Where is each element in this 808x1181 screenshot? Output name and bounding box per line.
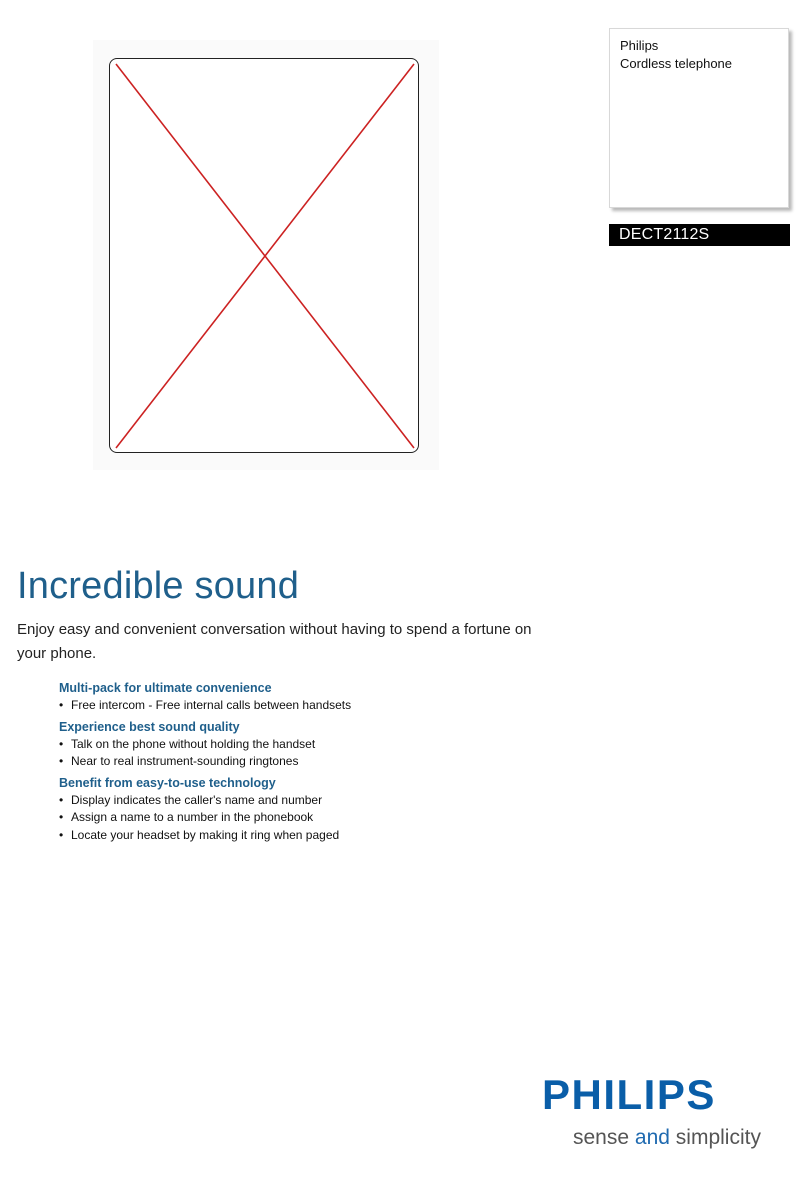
- feature-bullets: [59, 792, 579, 845]
- feature-group: [59, 718, 579, 771]
- intro-text: Enjoy easy and convenient conversation without having to spend a fortune on your phone.: [17, 621, 532, 662]
- feature-group: [59, 679, 579, 715]
- feature-heading: Benefit from easy-to-use technology: [59, 775, 276, 790]
- feature-heading: Multi-pack for ultimate convenience: [59, 681, 272, 695]
- philips-logo: PHILIPS: [542, 1071, 716, 1118]
- feature-list-section: [59, 679, 579, 847]
- brand-tagline: [573, 1124, 761, 1152]
- image-missing-cross-icon: [110, 59, 420, 454]
- product-info-card: [609, 28, 789, 208]
- tagline-end: simplicity: [675, 1126, 761, 1149]
- feature-item: • Near to real instrument-sounding ringtones: [59, 753, 579, 771]
- feature-item: • Free intercom - Free internal calls between handsets: [59, 697, 579, 715]
- model-number: DECT2112S: [609, 224, 790, 246]
- brand-name: Philips: [620, 38, 659, 53]
- feature-heading: Experience best sound quality: [59, 719, 240, 734]
- feature-group: [59, 774, 579, 845]
- feature-item: • Display indicates the caller's name and number: [59, 792, 579, 810]
- feature-item: • Assign a name to a number in the phonebook: [59, 809, 579, 827]
- tagline-start: sense: [573, 1126, 630, 1149]
- tagline-and: and: [634, 1126, 670, 1149]
- product-type: Cordless telephone: [620, 56, 733, 71]
- feature-item: • Locate your headset by making it ring when paged: [59, 827, 579, 845]
- page-headline: Incredible sound: [17, 565, 300, 607]
- feature-bullets: [59, 736, 579, 771]
- missing-image-placeholder: [109, 58, 419, 453]
- feature-bullets: [59, 697, 579, 715]
- feature-item: • Talk on the phone without holding the handset: [59, 736, 579, 754]
